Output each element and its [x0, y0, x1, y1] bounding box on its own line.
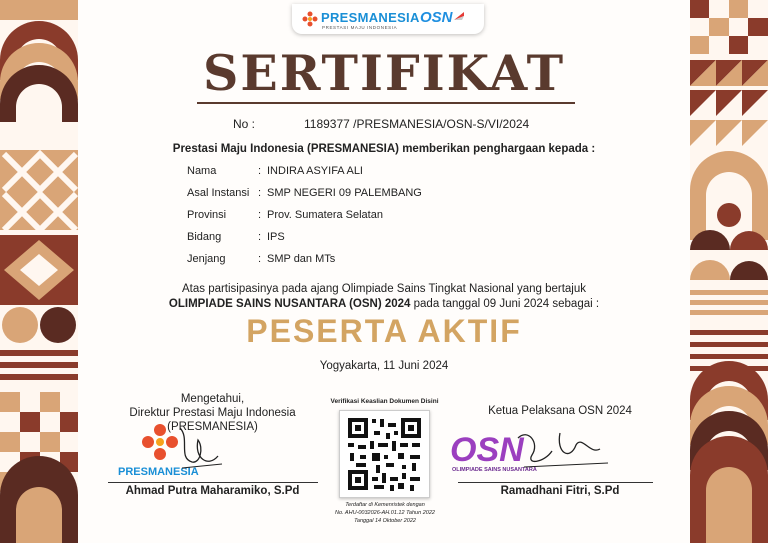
verification-heading: Verifikasi Keaslian Dokumen Disini: [330, 398, 439, 405]
registration-note: [300, 501, 470, 525]
osn-stamp-logo: [448, 423, 618, 483]
registration-line-1: Terdaftar di Kemenristek dengan: [345, 502, 425, 508]
field-value: IPS: [267, 231, 285, 243]
field-value: SMP NEGERI 09 PALEMBANG: [267, 187, 422, 199]
field-colon: :: [258, 231, 262, 243]
field-value: Prov. Sumatera Selatan: [267, 209, 383, 221]
field-colon: :: [258, 165, 262, 177]
event-line-2: [0, 297, 768, 312]
presmanesia-logo-icon: [302, 11, 318, 27]
event-date-text: pada tanggal 09 Juni 2024 sebagai :: [410, 298, 600, 310]
brand-name: PRESMANESIA: [321, 10, 420, 25]
field-label: Jenjang: [187, 253, 226, 265]
field-value: INDIRA ASYIFA ALI: [267, 165, 363, 177]
title-divider: [197, 102, 575, 104]
place-date: Yogyakarta, 11 Juni 2024: [319, 360, 449, 372]
event-line-1: Atas partisipasinya pada ajang Olimpiade Sains Tingkat Nasional yang bertajuk: [181, 283, 587, 295]
svg-text:OSN: OSN: [450, 431, 524, 469]
field-label: Provinsi: [187, 209, 227, 221]
field-label: Bidang: [187, 231, 222, 243]
intro-text: Prestasi Maju Indonesia (PRESMANESIA) memberikan penghargaan kepada :: [172, 143, 596, 155]
right-signatory-title: Ketua Pelaksana OSN 2024: [488, 405, 632, 417]
field-colon: :: [258, 209, 262, 221]
certificate-number-label: No :: [233, 117, 256, 131]
brand-tagline: PRESTASI MAJU INDONESIA: [322, 25, 398, 30]
award-title: PESERTA AKTIF: [246, 313, 522, 349]
field-colon: :: [258, 187, 262, 199]
field-value: SMP dan MTs: [267, 253, 336, 265]
header-logo-card: [292, 4, 484, 34]
right-signatory-name: Ramadhani Fitri, S.Pd: [500, 485, 620, 497]
osn-logo-small: OSN: [420, 9, 453, 26]
registration-line-2: No. AHU-0032026-AH.01.12 Tahun 2022: [335, 510, 435, 516]
qr-code-icon: [340, 411, 429, 497]
director-title: Direktur Prestasi Maju Indonesia: [129, 407, 296, 419]
acknowledged-label: Mengetahui,: [180, 393, 245, 405]
left-signatory-name: Ahmad Putra Maharamiko, S.Pd: [125, 485, 300, 497]
svg-text:PRESMANESIA: PRESMANESIA: [118, 466, 199, 478]
event-name: OLIMPIADE SAINS NUSANTARA (OSN) 2024: [168, 298, 411, 310]
field-label: Nama: [187, 165, 217, 177]
field-colon: :: [258, 253, 262, 265]
right-signature-line: [458, 482, 653, 483]
field-label: Asal Instansi: [187, 187, 250, 199]
presmanesia-stamp-logo: [118, 418, 228, 483]
director-org: (PRESMANESIA): [167, 421, 258, 433]
registration-line-3: Tanggal 14 Oktober 2022: [354, 518, 416, 524]
osn-flag-icon: [452, 10, 466, 22]
event-description: [0, 282, 768, 312]
verification-qr-code[interactable]: [339, 410, 430, 498]
svg-text:OLIMPIADE SAINS NUSANTARA: OLIMPIADE SAINS NUSANTARA: [452, 467, 537, 473]
certificate-number-value: 1189377 /PRESMANESIA/OSN-S/VI/2024: [304, 117, 530, 131]
left-signature-line: [108, 482, 318, 483]
certificate-title: SERTIFIKAT: [202, 44, 566, 102]
